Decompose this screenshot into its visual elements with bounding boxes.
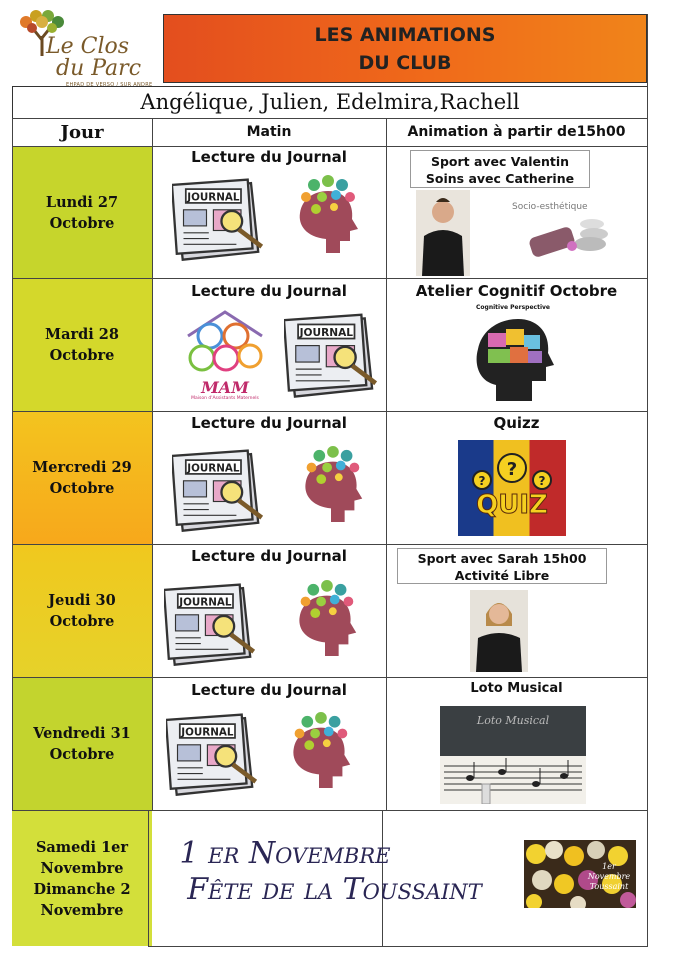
animation-title-3: Quizz (493, 414, 540, 432)
column-header-jour: Jour (60, 121, 104, 143)
newspaper-icon (172, 446, 264, 534)
svg-text:?: ? (478, 474, 486, 488)
brain-head-icon (292, 446, 370, 524)
animation-box-4 (397, 548, 607, 584)
day-line: Jeudi 30 (48, 592, 116, 609)
morning-title-5: Lecture du Journal (191, 681, 347, 699)
club-logo (12, 8, 162, 88)
animation-line: Soins avec Catherine (425, 171, 575, 186)
animation-title-5: Loto Musical (470, 681, 563, 696)
children-faces-icon (180, 306, 270, 376)
cognitive-brain-icon (470, 311, 556, 403)
logo-line2: du Parc (56, 56, 142, 81)
day-line: Lundi 27 (45, 193, 119, 211)
mam-logo-subtitle: Maison d'Assistants Maternels (191, 396, 259, 401)
day-label-2 (12, 279, 152, 411)
person-icon (416, 190, 470, 276)
newspaper-icon (284, 310, 378, 400)
cognitive-image (470, 304, 556, 404)
spa-image (512, 196, 608, 262)
newspaper-icon (164, 580, 256, 668)
day-label-weekend (12, 811, 152, 946)
quiz-image (458, 440, 566, 536)
newspaper-icon (166, 710, 258, 798)
animation-title-2: Atelier Cognitif Octobre (415, 282, 618, 300)
toussaint-line1: 1 er Novembre (179, 836, 391, 871)
morning-title-2: Lecture du Journal (191, 282, 347, 300)
mam-logo-text: MAM (201, 378, 249, 397)
sheet-music-icon (440, 706, 586, 804)
animation-line: Sport avec Valentin (430, 154, 570, 169)
newspaper-icon (172, 175, 264, 263)
morning-title-4: Lecture du Journal (191, 547, 347, 565)
day-line: Vendredi 31 (33, 725, 131, 742)
staff-names: Angélique, Julien, Edelmira,Rachell (12, 86, 648, 118)
mam-logo (180, 306, 270, 402)
day-label-3 (12, 412, 152, 544)
image-caption: Cognitive Perspective (476, 304, 550, 311)
day-line: Samedi 1er (35, 838, 129, 856)
month-line: Octobre (49, 613, 115, 630)
coach-photo (470, 590, 528, 672)
animation-line: Sport avec Sarah 15h00 (417, 551, 587, 566)
month-line: Octobre (49, 347, 115, 364)
month-line: Novembre (40, 901, 124, 919)
image-caption: 1er Novembre Toussaint (587, 862, 631, 891)
brain-head-icon (280, 712, 358, 790)
title-banner (163, 14, 647, 83)
svg-text:?: ? (538, 474, 546, 488)
animation-line: Activité Libre (454, 568, 550, 583)
logo-tagline: EHPAD DE VERSO / SUR ANDRE (66, 82, 153, 88)
morning-title-3: Lecture du Journal (191, 414, 347, 432)
title-line2: DU CLUB (358, 51, 452, 74)
person-icon (470, 590, 528, 672)
day-label-5 (12, 678, 152, 810)
animation-box-1 (410, 150, 590, 188)
brain-head-icon (286, 175, 366, 255)
image-caption: Loto Musical (476, 714, 550, 727)
question-marks-icon (458, 440, 566, 536)
day-label-1 (12, 147, 152, 278)
quiz-word: QUIZ (476, 490, 548, 520)
day-label-4 (12, 545, 152, 677)
column-header-animation: Animation à partir de15h00 (407, 124, 626, 140)
toussaint-line2: Fête de la Toussaint (187, 872, 482, 907)
month-line: Octobre (49, 214, 115, 232)
month-line: Octobre (49, 746, 115, 763)
music-loto-image (440, 706, 586, 804)
day-line: Mardi 28 (45, 326, 119, 343)
brain-head-icon (286, 580, 364, 658)
chrysanthemum-image (524, 840, 636, 908)
logo-line1: Le Clos (46, 34, 130, 59)
coach-photo (416, 190, 470, 276)
month-line: Octobre (49, 480, 115, 497)
svg-text:?: ? (506, 459, 518, 480)
image-caption: Socio-esthétique (512, 202, 588, 212)
day-line: Dimanche 2 (33, 880, 131, 898)
column-header-matin: Matin (246, 124, 292, 140)
morning-title-1: Lecture du Journal (191, 148, 347, 166)
title-line1: LES ANIMATIONS (314, 23, 496, 46)
day-line: Mercredi 29 (32, 459, 132, 476)
month-line: Novembre (40, 859, 124, 877)
